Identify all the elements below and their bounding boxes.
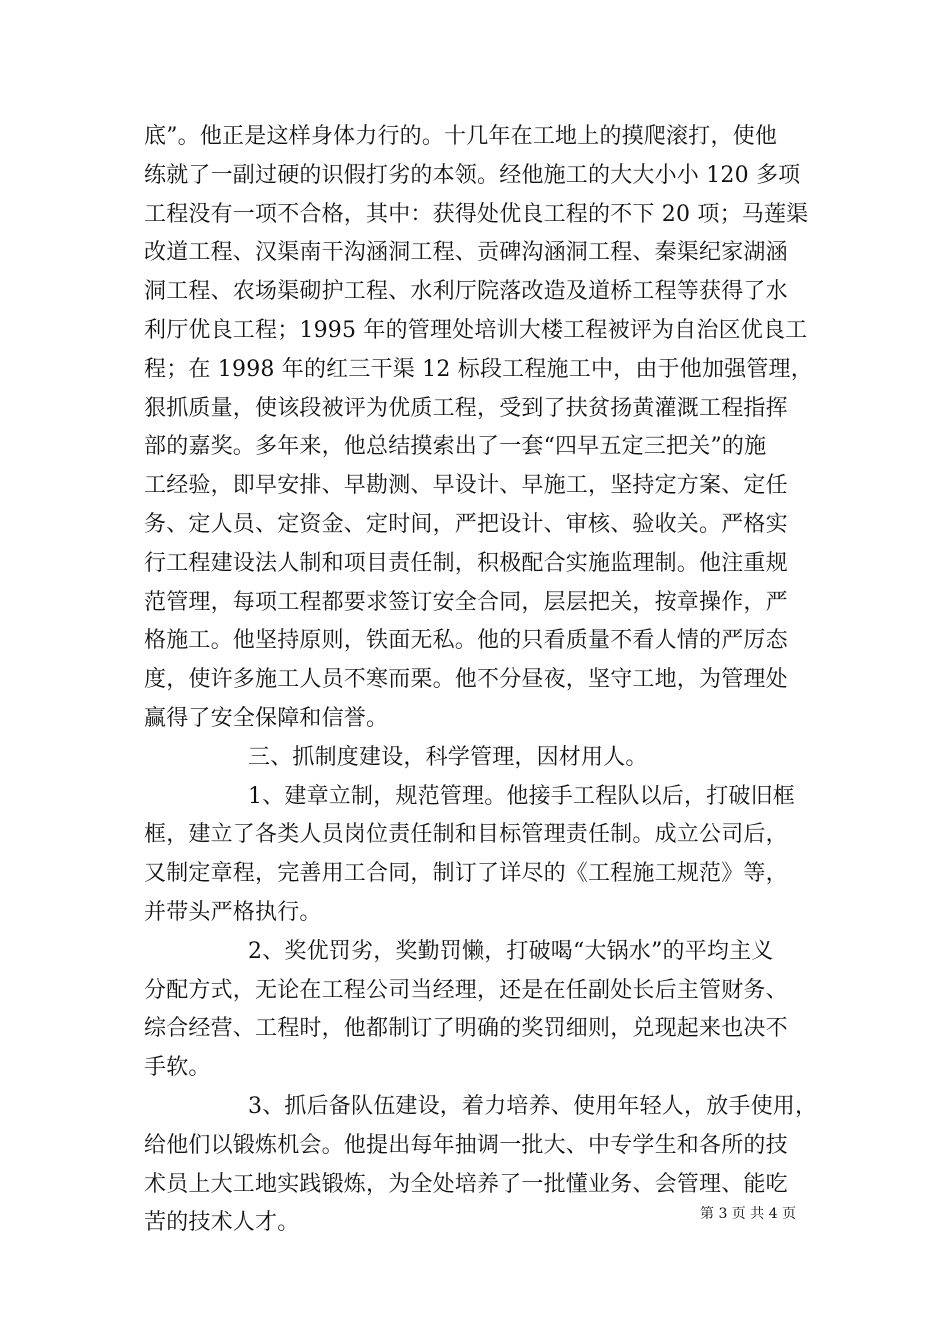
item-3-line: 3、抓后备队伍建设，着力培养、使用年轻人，放手使用， [248, 1093, 818, 1119]
text-line: 分配方式，无论在工程公司当经理，还是在任副处长后主管财务、 [144, 977, 788, 1003]
text-line: 利厅优良工程；1995 年的管理处培训大楼工程被评为自治区优良工 [144, 317, 808, 343]
section-heading: 三、抓制度建设，科学管理，因材用人。 [248, 744, 648, 770]
text-line: 综合经营、工程时，他都制订了明确的奖罚细则，兑现起来也决不 [144, 1016, 788, 1042]
item-2-line: 2、奖优罚劣，奖勤罚懒，打破喝“大锅水”的平均主义 [248, 938, 774, 964]
text-line: 狠抓质量，使该段被评为优质工程，受到了扶贫扬黄灌溉工程指挥 [144, 395, 788, 421]
item-1-line: 1、建章立制，规范管理。他接手工程队以后，打破旧框 [248, 783, 795, 809]
text-line: 度，使许多施工人员不寒而栗。他不分昼夜，坚守工地，为管理处 [144, 667, 788, 693]
text-line: 部的嘉奖。多年来，他总结摸索出了一套“四早五定三把关”的施 [144, 434, 767, 460]
text-line: 并带头严格执行。 [144, 899, 322, 925]
text-line: 行工程建设法人制和项目责任制，积极配合实施监理制。他注重规 [144, 550, 788, 576]
text-line: 给他们以锻炼机会。他提出每年抽调一批大、中专学生和各所的技 [144, 1132, 788, 1158]
text-line: 框，建立了各类人员岗位责任制和目标管理责任制。成立公司后， [144, 822, 788, 848]
text-line: 改道工程、汉渠南干沟涵洞工程、贡碑沟涵洞工程、秦渠纪家湖涵 [144, 240, 788, 266]
text-line: 工经验，即早安排、早勘测、早设计、早施工，坚持定方案、定任 [144, 473, 788, 499]
text-line: 格施工。他坚持原则，铁面无私。他的只看质量不看人情的严厉态 [144, 628, 788, 654]
text-line: 务、定人员、定资金、定时间，严把设计、审核、验收关。严格实 [144, 511, 788, 537]
body-text [144, 118, 818, 1243]
text-line: 手软。 [144, 1055, 211, 1081]
text-line: 又制定章程，完善用工合同，制订了详尽的《工程施工规范》等， [144, 861, 788, 887]
text-line: 苦的技术人才。 [144, 1210, 300, 1236]
text-line: 练就了一副过硬的识假打劣的本领。经他施工的大大小小 120 多项 [144, 162, 801, 188]
text-line: 底”。他正是这样身体力行的。十几年在工地上的摸爬滚打，使他 [144, 124, 778, 149]
text-line: 工程没有一项不合格，其中：获得处优良工程的不下 20 项；马莲渠 [144, 201, 809, 227]
text-line: 程；在 1998 年的红三干渠 12 标段工程施工中，由于他加强管理， [144, 356, 813, 382]
text-line: 术员上大工地实践锻炼，为全处培养了一批懂业务、会管理、能吃 [144, 1171, 788, 1197]
text-line: 洞工程、农场渠砌护工程、水利厅院落改造及道桥工程等获得了水 [144, 279, 788, 305]
text-line: 范管理，每项工程都要求签订安全合同，层层把关，按章操作，严 [144, 589, 788, 615]
text-line: 赢得了安全保障和信誉。 [144, 705, 389, 731]
page-number: 第 3 页 共 4 页 [700, 1206, 797, 1222]
